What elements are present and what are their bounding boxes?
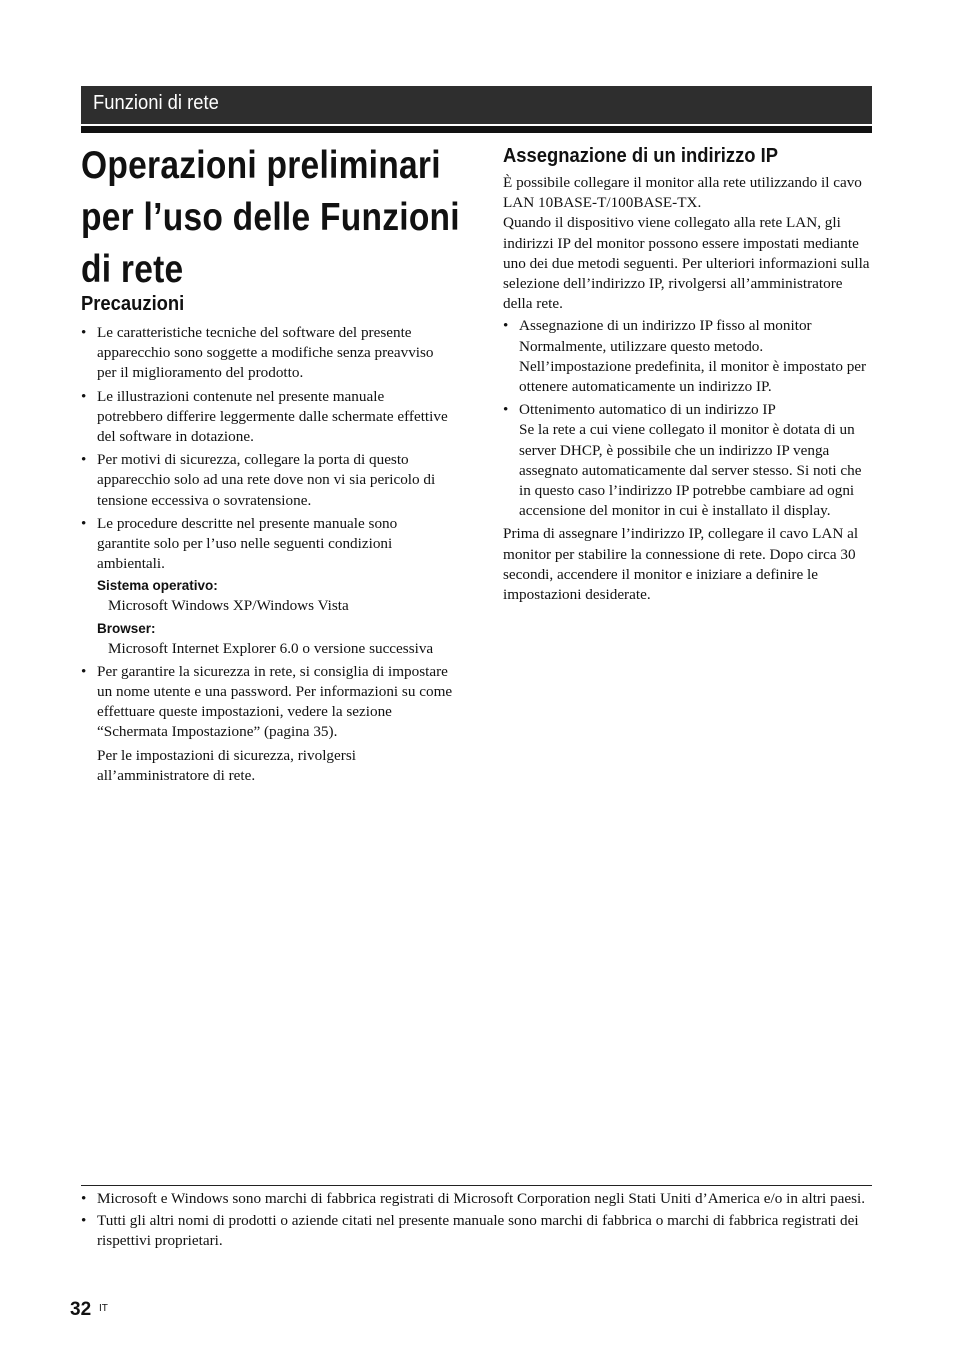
bullet-icon: •	[503, 401, 509, 419]
list-item-text: Le illustrazioni contenute nel presente manuale potrebbero differire leggermente dalle schermate effettive del software in dotazione.	[97, 387, 448, 446]
page-title-line: per l’uso delle Funzioni	[81, 196, 460, 239]
page-title-line: di rete	[81, 248, 184, 291]
list-item	[81, 514, 453, 575]
list-item	[81, 450, 453, 511]
bullet-icon: •	[81, 387, 87, 405]
security-note: Per le impostazioni di sicurezza, rivolgersi all’amministratore di rete.	[97, 746, 356, 784]
list-item	[503, 316, 875, 397]
assegnazione-heading: Assegnazione di un indirizzo IP	[503, 145, 779, 167]
list-item	[503, 400, 875, 521]
list-item-text: Le procedure descritte nel presente manuale sono garantite solo per l’uso nelle seguenti condizioni ambientali.	[97, 514, 398, 573]
section-header-rule	[81, 126, 872, 133]
list-item-title: Ottenimento automatico di un indirizzo IP	[519, 401, 776, 419]
page-title	[81, 140, 471, 296]
bullet-icon: •	[81, 662, 87, 680]
outro-paragraph: Prima di assegnare l’indirizzo IP, collegare il cavo LAN al monitor per stabilire la connessione di rete. Dopo circa 30 secondi, accendere il monitor e iniziare a definire le impostazioni desiderate.	[503, 525, 859, 604]
footnote-text: Microsoft e Windows sono marchi di fabbrica registrati di Microsoft Corporation negli Stati Uniti d’America e/o in altri paesi.	[97, 1190, 866, 1207]
intro-paragraph: È possibile collegare il monitor alla rete utilizzando il cavo LAN 10BASE-T/100BASE-TX.	[503, 174, 862, 212]
list-item-text: Per motivi di sicurezza, collegare la porta di questo apparecchio solo ad una rete dove non vi sia pericolo di tensione eccessiva o sovratensione.	[97, 451, 436, 509]
list-item-text: Per garantire la sicurezza in rete, si consiglia di impostare un nome utente e una password. Per informazioni su come effettuare queste impostazioni, vedere la sezione “Schermata Impostazione” (pagina 35).	[97, 662, 453, 741]
list-item	[81, 662, 453, 743]
footnote-item	[81, 1211, 872, 1251]
list-item-text: Se la rete a cui viene collegato il monitor è dotata di un server DHCP, è possibile che un indirizzo IP venga assegnato automaticamente dal server stesso. Si noti che in questo caso l’indirizzo IP potrebbe cambiare ad ogni accensione del monitor in cui è installato il display.	[519, 421, 862, 520]
footnotes	[81, 1185, 872, 1254]
page-number: 32	[70, 1299, 92, 1320]
bullet-icon: •	[81, 451, 87, 469]
precauzioni-heading: Precauzioni	[81, 293, 185, 315]
bullet-icon: •	[81, 324, 87, 341]
list-item-text: Le caratteristiche tecniche del software del presente apparecchio sono soggette a modifiche senza preavviso per il miglioramento del prodotto.	[97, 324, 434, 382]
section-header-bar	[81, 86, 872, 133]
footnote-text: Tutti gli altri nomi di prodotti o aziende citati nel presente manuale sono marchi di fabbrica o marchi di fabbrica registrati dei rispettivi proprietari.	[97, 1212, 859, 1250]
os-label: Sistema operativo:	[97, 578, 218, 594]
page-language-code: IT	[99, 1303, 108, 1314]
os-value: Microsoft Windows XP/Windows Vista	[108, 597, 349, 615]
browser-value: Microsoft Internet Explorer 6.0 o versione successiva	[108, 639, 434, 657]
bullet-icon: •	[81, 1190, 87, 1207]
list-item	[81, 323, 453, 384]
bullet-icon: •	[81, 1212, 87, 1230]
list-item	[81, 387, 453, 448]
list-item-text: Normalmente, utilizzare questo metodo. Nell’impostazione predefinita, il monitor è impostato per ottenere automaticamente un indirizzo IP.	[519, 337, 867, 396]
footnote-item	[81, 1189, 872, 1209]
browser-label: Browser:	[97, 620, 156, 636]
intro-paragraph: Quando il dispositivo viene collegato alla rete LAN, gli indirizzi IP del monitor possono essere impostati mediante uno dei due metodi seguenti. Per ulteriori informazioni sulla selezione dell’indirizzo IP, rivolgersi all’amministratore della rete.	[503, 214, 870, 313]
bullet-icon: •	[503, 317, 509, 335]
bullet-icon: •	[81, 514, 87, 532]
assegnazione-column	[503, 173, 875, 605]
list-item-title: Assegnazione di un indirizzo IP fisso al monitor	[519, 317, 812, 335]
page-title-line: Operazioni preliminari	[81, 144, 441, 187]
section-header-label: Funzioni di rete	[93, 92, 219, 114]
precauzioni-column	[81, 323, 453, 786]
